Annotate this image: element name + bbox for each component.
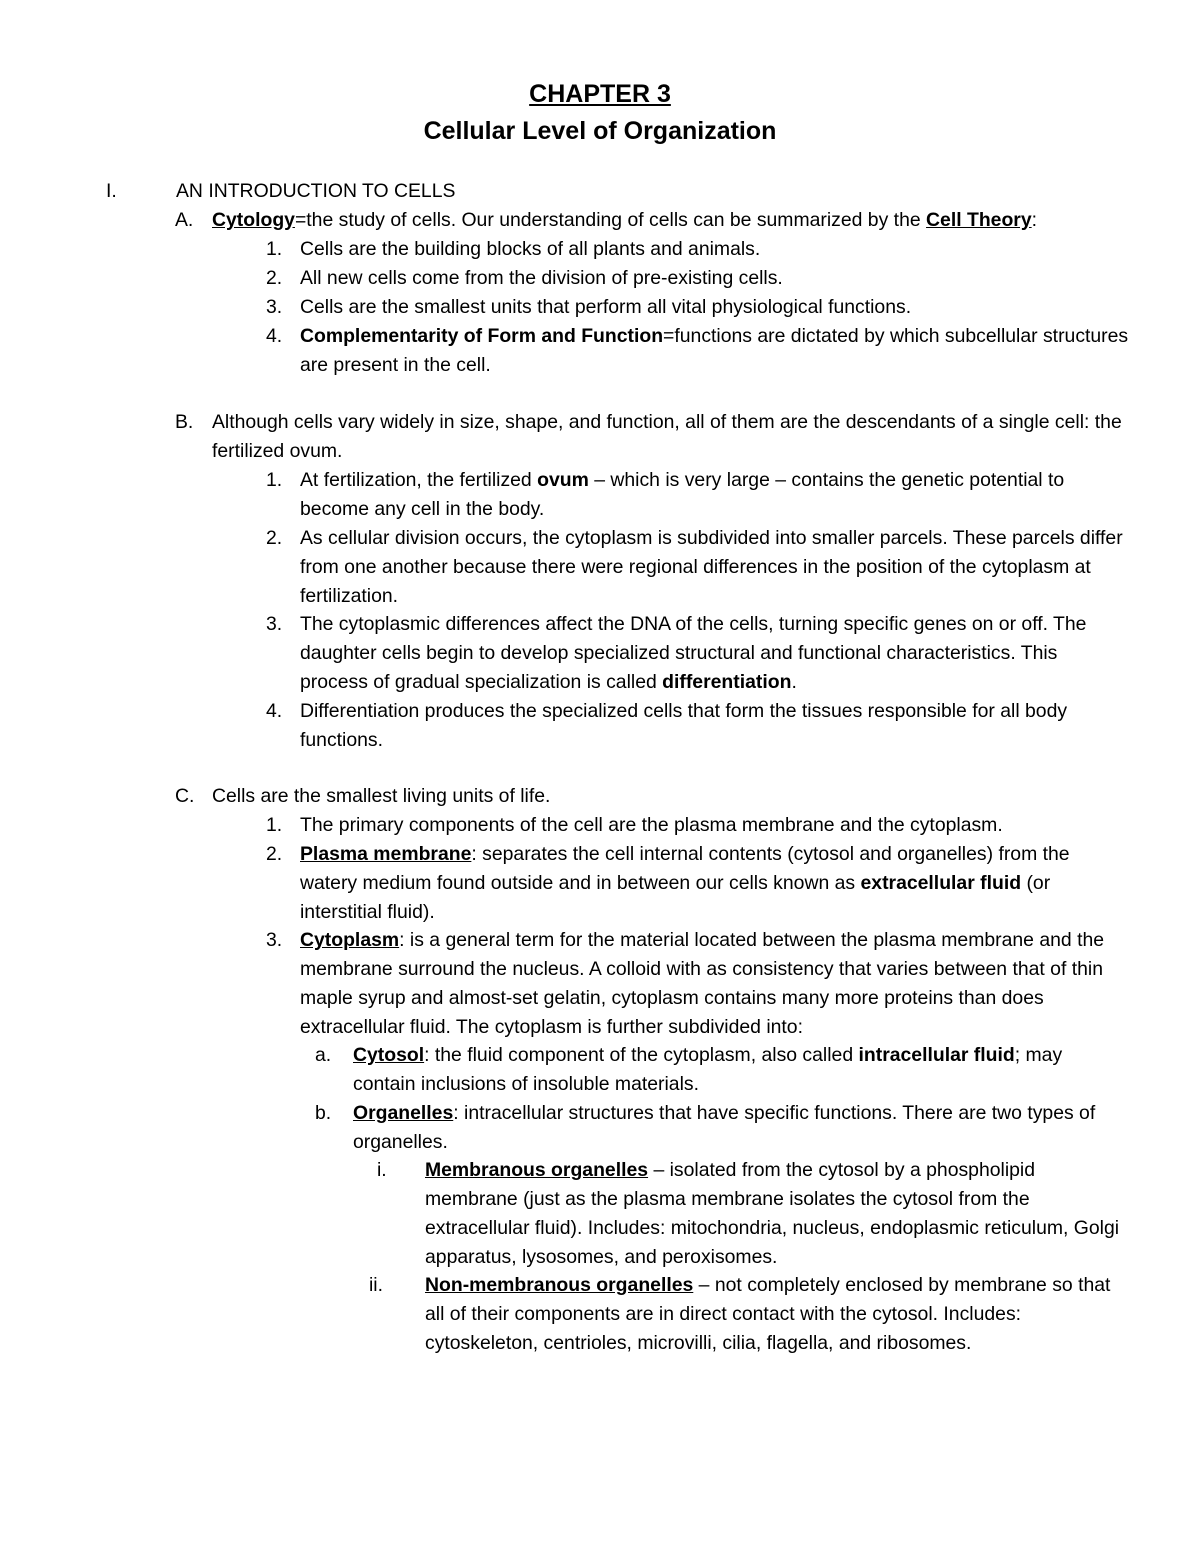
list-item-A2	[266, 264, 1130, 293]
list-item-Cbii	[369, 1271, 1130, 1358]
term-intracellular-fluid: intracellular fluid	[858, 1044, 1015, 1066]
list-marker: b.	[315, 1102, 332, 1124]
list-item-text-2: – which is very large – contains the genetic potential to become any cell in the body.	[300, 469, 1065, 520]
section-C	[175, 782, 1130, 811]
list-marker: 1.	[266, 238, 283, 260]
term-differentiation: differentiation	[662, 671, 792, 693]
list-item-C3	[266, 926, 1130, 1042]
section-I-heading: AN INTRODUCTION TO CELLS	[176, 180, 456, 202]
list-item-B2	[266, 524, 1130, 611]
list-item-text-2: ; may contain inclusions of insoluble materials.	[353, 1044, 1063, 1095]
section-A-text	[212, 206, 1130, 235]
section-A-text-1: =the study of cells. Our understanding of cells can be summarized by the	[294, 209, 927, 231]
list-item-text	[300, 926, 1130, 1042]
list-item-text: Differentiation produces the specialized cells that form the tissues responsible for all body functions.	[300, 700, 1068, 751]
list-item-text-1: The cytoplasmic differences affect the DNA of the cells, turning specific genes on or off. The daughter cells begin to develop specialized structural and functional characteristics. This process of gradual specialization is called	[300, 613, 1087, 693]
list-marker: ii.	[369, 1274, 384, 1296]
list-item-text: Cells are the smallest units that perform all vital physiological functions.	[300, 296, 912, 318]
list-item-text	[353, 1041, 1130, 1099]
term-non-membranous-organelles: Non-membranous organelles	[425, 1274, 694, 1296]
section-C-marker: C.	[175, 785, 195, 807]
list-item-text-2: (or interstitial fluid).	[300, 872, 1051, 923]
list-marker: 4.	[266, 325, 283, 347]
list-marker: 2.	[266, 267, 283, 289]
list-item-text: All new cells come from the division of pre-existing cells.	[300, 267, 783, 289]
list-item-text: Cells are the building blocks of all plants and animals.	[300, 238, 761, 260]
list-item-text	[300, 840, 1130, 927]
list-marker: 3.	[266, 296, 283, 318]
term-plasma-membrane: Plasma membrane	[300, 843, 472, 865]
list-marker: 4.	[266, 700, 283, 722]
list-item-text-rest: : is a general term for the material located between the plasma membrane and the membrane surround the nucleus. A colloid with as consistency that varies between that of thin maple syrup and almost-set gelatin, cytoplasm contains many more proteins than does extracellular fluid. The cytoplasm is further subdivided into:	[300, 929, 1105, 1038]
term-ovum: ovum	[537, 469, 589, 491]
term-cytology: Cytology	[212, 209, 295, 231]
list-item-A3	[266, 293, 1130, 322]
section-A-text-2: :	[1031, 209, 1038, 231]
list-marker: i.	[377, 1159, 387, 1181]
chapter-title: Cellular Level of Organization	[423, 117, 777, 145]
section-C-text: Cells are the smallest living units of life.	[212, 785, 551, 807]
list-item-text	[300, 466, 1130, 524]
list-marker: 1.	[266, 814, 283, 836]
list-item-text-rest: : intracellular structures that have specific functions. There are two types of organelles.	[353, 1102, 1096, 1153]
list-item-text	[300, 322, 1130, 380]
list-item-B3	[266, 610, 1130, 697]
list-item-B4	[266, 697, 1130, 755]
term-cytoplasm: Cytoplasm	[300, 929, 400, 951]
list-item-text	[425, 1271, 1130, 1358]
list-marker: 3.	[266, 613, 283, 635]
term-cell-theory: Cell Theory	[926, 209, 1032, 231]
list-item-text-rest: – not completely enclosed by membrane so that all of their components are in direct contact with the cytosol. Includes: cytoskeleton, centrioles, microvilli, cilia, flagella, and ribosomes.	[425, 1274, 1111, 1354]
term-cytosol: Cytosol	[353, 1044, 425, 1066]
term-extracellular-fluid: extracellular fluid	[860, 872, 1022, 894]
list-item-text-2: .	[791, 671, 797, 693]
section-A	[175, 206, 1130, 235]
section-A-marker: A.	[175, 209, 194, 231]
list-item-text: The primary components of the cell are the plasma membrane and the cytoplasm.	[300, 814, 1003, 836]
list-item-C2	[266, 840, 1130, 927]
list-item-text	[300, 610, 1130, 697]
list-item-B1	[266, 466, 1130, 524]
list-marker: 3.	[266, 929, 283, 951]
list-marker: 1.	[266, 469, 283, 491]
list-marker: a.	[315, 1044, 332, 1066]
list-item-text-1: : separates the cell internal contents (cytosol and organelles) from the watery medium found outside and in between our cells known as	[300, 843, 1070, 894]
list-item-Cbi	[377, 1156, 1130, 1272]
section-B-marker: B.	[175, 411, 194, 433]
list-item-Cb	[315, 1099, 1130, 1157]
term-organelles: Organelles	[353, 1102, 454, 1124]
list-item-text	[353, 1099, 1130, 1157]
chapter-heading: CHAPTER 3	[529, 80, 671, 108]
list-item-text-rest: =functions are dictated by which subcellular structures are present in the cell.	[300, 325, 1129, 376]
term-complementarity: Complementarity of Form and Function	[300, 325, 664, 347]
list-marker: 2.	[266, 843, 283, 865]
section-I-marker: I.	[106, 180, 117, 202]
list-item-Ca	[315, 1041, 1130, 1099]
list-item-text-rest: – isolated from the cytosol by a phospholipid membrane (just as the plasma membrane isolates the cytosol from the extracellular fluid). Includes: mitochondria, nucleus, endoplasmic reticulum, Golgi apparatus, lysosomes, and peroxisomes.	[425, 1159, 1120, 1268]
list-item-A1	[266, 235, 1130, 264]
section-B-text: Although cells vary widely in size, shape, and function, all of them are the descendants of a single cell: the fertilized ovum.	[212, 411, 1122, 462]
list-item-text: As cellular division occurs, the cytoplasm is subdivided into smaller parcels. These parcels differ from one another because there were regional differences in the position of the cytoplasm at fertilization.	[300, 527, 1123, 607]
list-item-A4	[266, 322, 1130, 380]
list-marker: 2.	[266, 527, 283, 549]
list-item-C1	[266, 811, 1130, 840]
list-item-text-1: At fertilization, the fertilized	[300, 469, 538, 491]
list-item-text-1: : the fluid component of the cytoplasm, also called	[424, 1044, 859, 1066]
list-item-text	[425, 1156, 1130, 1272]
section-I	[106, 177, 1130, 206]
term-membranous-organelles: Membranous organelles	[425, 1159, 649, 1181]
section-B	[175, 408, 1130, 466]
